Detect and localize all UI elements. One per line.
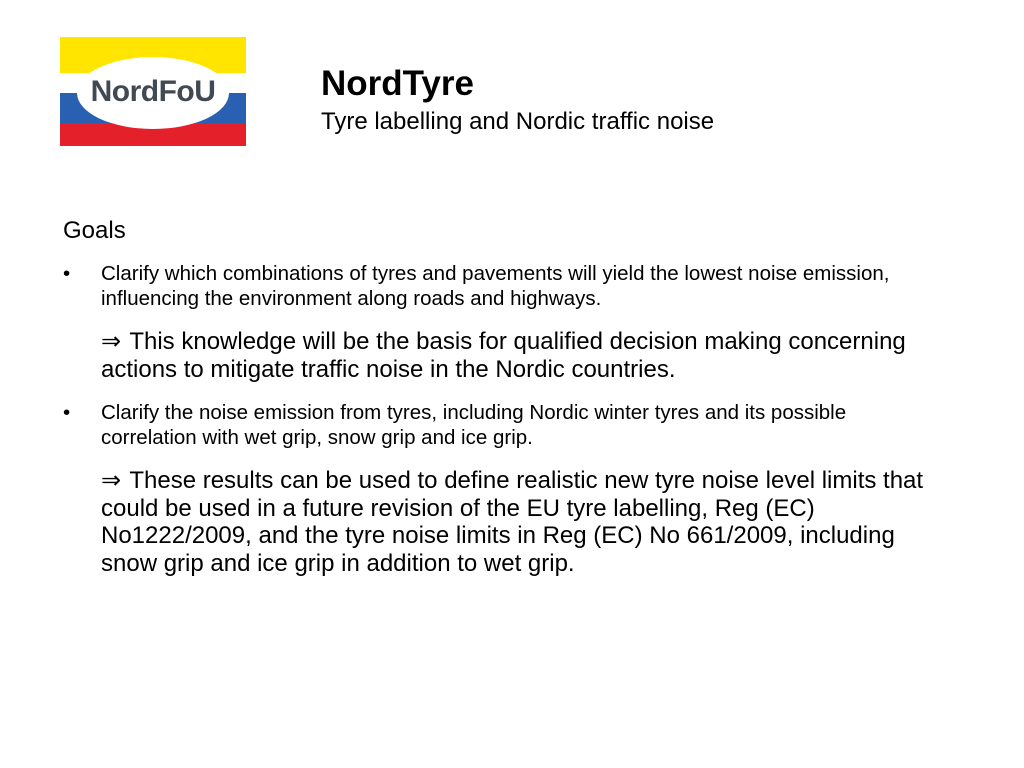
bullet-icon: • xyxy=(63,401,71,424)
goal-item-1-conclusion-text: This knowledge will be the basis for qualified decision making concerning actions to mitigate traffic noise in the Nordic countries. xyxy=(101,328,906,383)
goal-item-2-text: Clarify the noise emission from tyres, including Nordic winter tyres and its possible correlation with wet grip, snow grip and ice grip. xyxy=(101,401,847,449)
bullet-icon: • xyxy=(63,262,71,285)
page-title: NordTyre xyxy=(321,64,474,103)
page-subtitle: Tyre labelling and Nordic traffic noise xyxy=(321,108,715,135)
goal-item-1-conclusion xyxy=(63,328,943,383)
nordfou-logo xyxy=(60,37,246,146)
goal-item-1 xyxy=(63,261,943,311)
logo-text: NordFoU xyxy=(90,74,216,108)
goal-item-1-text: Clarify which combinations of tyres and pavements will yield the lowest noise emission, influencing the environment along roads and highways. xyxy=(101,262,890,310)
implies-arrow-icon: ⇒ xyxy=(101,328,122,355)
goals-heading: Goals xyxy=(63,217,126,244)
header xyxy=(321,64,714,137)
goals-section xyxy=(63,214,943,594)
goal-item-2-conclusion xyxy=(63,467,943,577)
goal-item-2-conclusion-text: These results can be used to define realistic new tyre noise level limits that could be used in a future revision of the EU tyre labelling, Reg (EC) No1222/2009, and the tyre noise limits in Reg (EC) No 661/2009, including snow grip and ice grip in addition to wet grip. xyxy=(101,467,924,577)
goal-item-2 xyxy=(63,400,943,450)
implies-arrow-icon: ⇒ xyxy=(101,467,122,494)
